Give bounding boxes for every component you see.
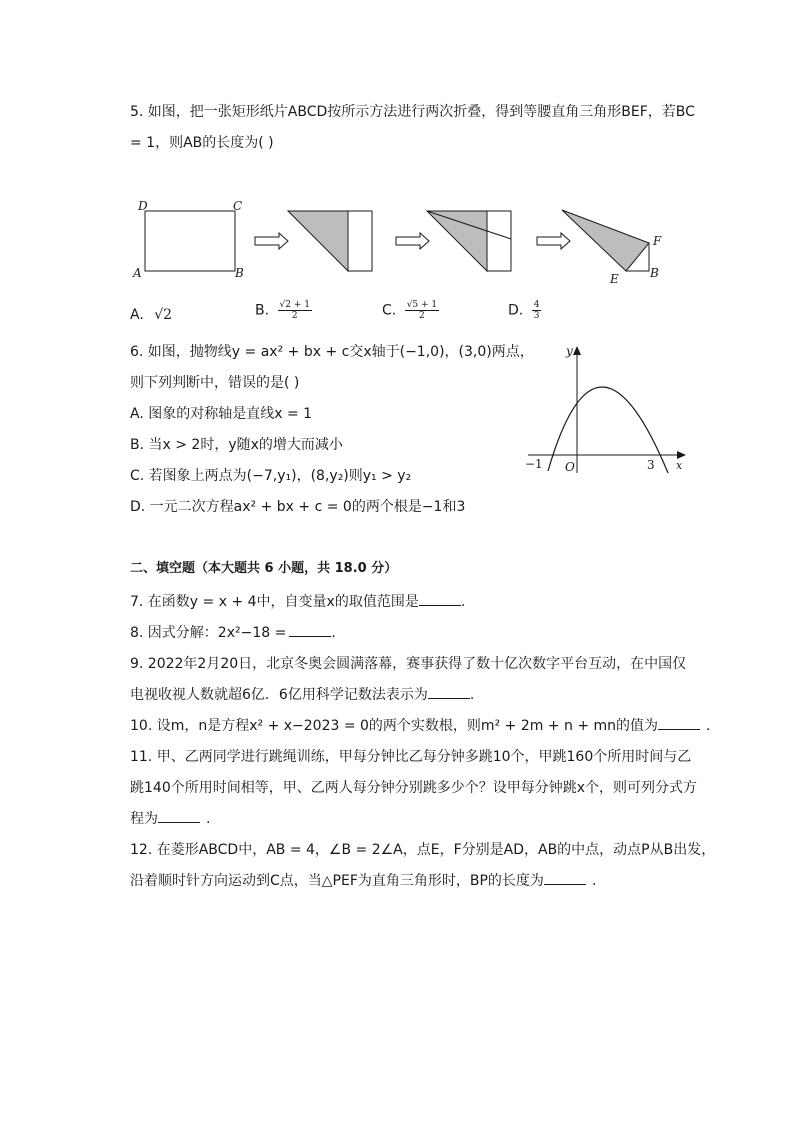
fold-step-2 <box>427 211 511 271</box>
q12-line2: 沿着顺时针方向运动到C点，当△PEF为直角三角形时，BP的长度为 . <box>130 873 597 889</box>
q11-line2: 跳140个所用时间相等，甲、乙两人每分钟分别跳多少个？设甲每分钟跳x个，则可列分式方 <box>130 780 698 796</box>
q8-answer-blank[interactable] <box>289 636 331 637</box>
label-c: C <box>233 199 243 213</box>
rect-abcd <box>145 211 235 271</box>
arrow-icon-1 <box>255 233 288 249</box>
three-label: 3 <box>647 458 655 472</box>
q9-line2: 电视收视人数就超6亿．6亿用科学记数法表示为 . <box>130 687 475 703</box>
option-b-fraction: $\frac{√2 + 1}{2}$ <box>279 300 310 321</box>
q5-option-d: D. $\frac{4}{3}$ <box>508 300 540 321</box>
q5-line1: 5. 如图，把一张矩形纸片ABCD按所示方法进行两次折叠，得到等腰直角三角形BEF，若BC <box>130 104 695 120</box>
q5-option-c: C. $\frac{√5 + 1}{2}$ <box>382 300 438 321</box>
arrow-icon-2 <box>396 233 429 249</box>
label-d: D <box>138 199 148 213</box>
origin-label: O <box>565 460 575 474</box>
q9-answer-blank[interactable] <box>428 698 470 699</box>
q11-line3: 程为 . <box>130 811 211 827</box>
option-d-fraction: $\frac{4}{3}$ <box>533 300 540 321</box>
arrow-icon-3 <box>537 233 570 249</box>
label-f: F <box>653 234 662 248</box>
q9-line1: 9. 2022年2月20日，北京冬奥会圆满落幕，赛事获得了数十亿次数字平台互动，在中国仅 <box>130 656 687 672</box>
q11-answer-blank[interactable] <box>158 822 200 823</box>
q6-option-b: B. 当x > 2时，y随x的增大而减小 <box>130 437 343 453</box>
q8: 8. 因式分解：2x²−18 = . <box>130 625 336 641</box>
q7-answer-blank[interactable] <box>419 605 461 606</box>
fold-step-1 <box>288 211 372 271</box>
fold-step-3 <box>562 210 649 271</box>
q5-line2: = 1，则AB的长度为( ) <box>130 135 274 151</box>
q12-answer-blank[interactable] <box>544 884 586 885</box>
q10: 10. 设m，n是方程x² + x−2023 = 0的两个实数根，则m² + 2m + n + mn的值为 . <box>130 718 711 734</box>
q6-option-a: A. 图象的对称轴是直线x = 1 <box>130 406 313 422</box>
label-e: E <box>610 272 619 286</box>
q11-line1: 11. 甲、乙两同学进行跳绳训练，甲每分钟比乙每分钟多跳10个，甲跳160个所用时间与乙 <box>130 749 692 765</box>
q6-option-c: C. 若图象上两点为(−7,y₁)，(8,y₂)则y₁ > y₂ <box>130 468 412 484</box>
q5-folding-figure <box>125 195 685 290</box>
q6-option-d: D. 一元二次方程ax² + bx + c = 0的两个根是−1和3 <box>130 499 466 515</box>
y-axis-label: y <box>566 344 573 358</box>
q12-line1: 12. 在菱形ABCD中，AB = 4，∠B = 2∠A，点E，F分别是AD，AB的中点，动点P从B出发， <box>130 842 716 858</box>
label-a: A <box>133 266 142 280</box>
neg1-label: −1 <box>525 457 543 471</box>
y-axis-arrow-icon <box>573 346 581 355</box>
q7: 7. 在函数y = x + 4中，自变量x的取值范围是 . <box>130 594 466 610</box>
q10-answer-blank[interactable] <box>658 729 700 730</box>
q6-line2: 则下列判断中，错误的是( ) <box>130 375 300 391</box>
q6-parabola-graph <box>520 338 695 478</box>
q5-option-b: B. $\frac{√2 + 1}{2}$ <box>255 300 310 321</box>
option-c-fraction: $\frac{√5 + 1}{2}$ <box>406 300 438 321</box>
x-axis-arrow-icon <box>677 451 686 459</box>
option-a-value: √2 <box>154 307 173 323</box>
label-b: B <box>235 266 244 280</box>
q5-option-a: A. √2 <box>130 307 173 323</box>
q6-line1: 6. 如图，抛物线y = ax² + bx + c交x轴于(−1,0)，(3,0)两点， <box>130 344 534 360</box>
label-b2: B <box>650 266 659 280</box>
x-axis-label: x <box>676 459 683 472</box>
section2-heading: 二、填空题（本大题共 6 小题，共 18.0 分） <box>130 561 398 576</box>
